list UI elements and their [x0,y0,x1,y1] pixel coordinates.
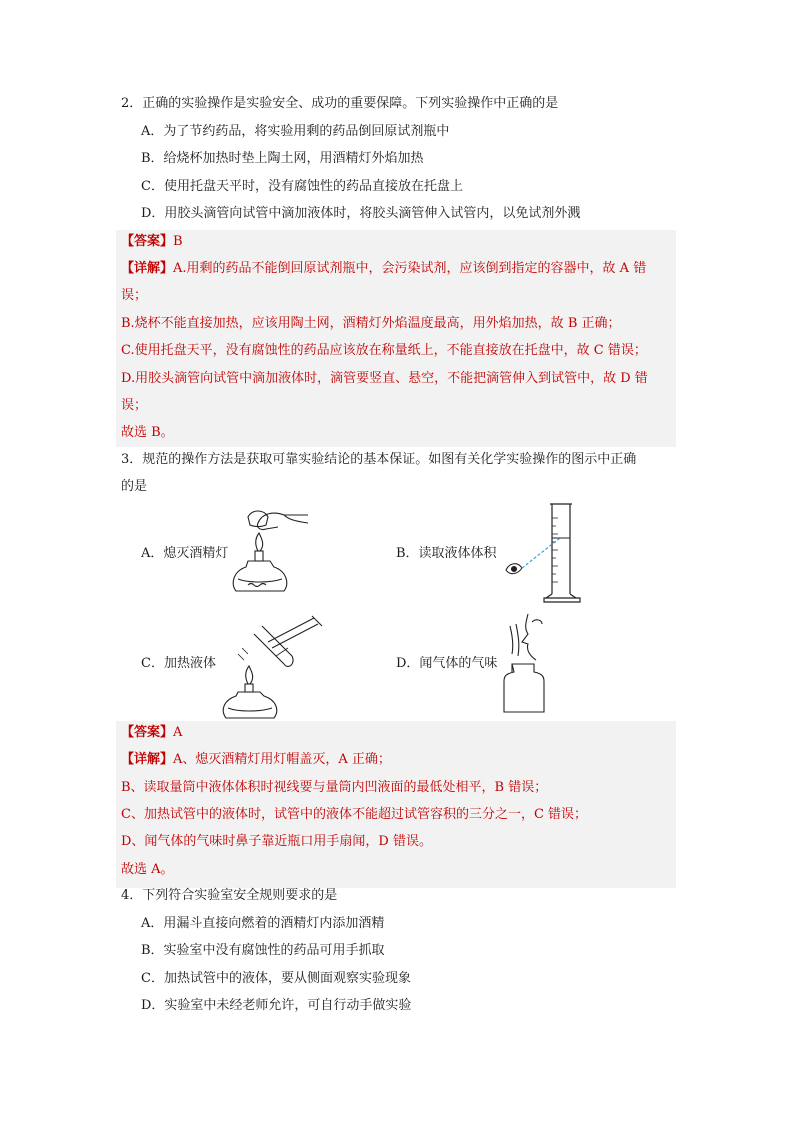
q2-answer-value: B [173,234,183,249]
q2-detail-line-6: 误； [121,398,148,413]
q3-detail-line-5: 故选 A。 [121,862,174,877]
q3-detail-line-3: C、加热试管中的液体时，试管中的液体不能超过试管容积的三分之一，C 错误； [121,807,588,822]
q2-detail-text-1: A.用剩的药品不能倒回原试剂瓶中，会污染试剂，应该倒到指定的容器中，故 A 错 [173,261,647,276]
q3-stem-line-2: 的是 [121,479,148,494]
q3-option-d: D．闻气体的气味 [396,656,498,671]
q3-detail-tag: 【详解】 [121,752,174,767]
q2-detail-line-1 [121,261,646,277]
q2-answer-tag: 【答案】 [121,234,174,249]
q3-detail-line-1 [121,752,391,768]
q3-detail-line-2: B、读取量筒中液体体积时视线要与量筒内凹液面的最低处相平，B 错误； [121,780,548,795]
q3-option-c: C．加热液体 [141,656,216,671]
q2-option-a: A．为了节约药品，将实验用剩的药品倒回原试剂瓶中 [141,124,450,139]
q3-answer-box [116,721,676,888]
q2-option-b: B．给烧杯加热时垫上陶土网，用酒精灯外焰加热 [141,151,424,166]
q2-detail-line-5: D.用胶头滴管向试管中滴加液体时，滴管要竖直、悬空，不能把滴管伸入到试管中，故 D 错 [121,371,648,386]
q2-detail-line-2: 误； [121,288,148,303]
q2-stem: 2．正确的实验操作是实验安全、成功的重要保障。下列实验操作中正确的是 [121,96,559,111]
q4-option-d: D．实验室中未经老师允许，可自行动手做实验 [141,998,412,1013]
q4-option-a: A．用漏斗直接向燃着的酒精灯内添加酒精 [141,916,385,931]
q3-answer-value: A [173,725,183,740]
alcohol-lamp-cap-figure [228,505,318,605]
q4-option-b: B．实验室中没有腐蚀性的药品可用手抓取 [141,943,385,958]
q2-option-d: D．用胶头滴管向试管中滴加液体时，将胶头滴管伸入试管内，以免试剂外溅 [141,206,581,221]
q3-stem-line-1: 3．规范的操作方法是获取可靠实验结论的基本保证。如图有关化学实验操作的图示中正确 [121,452,637,467]
q2-detail-line-3: B.烧杯不能直接加热，应该用陶土网，酒精灯外焰温度最高，用外焰加热，故 B 正确； [121,316,621,331]
graduated-cylinder-figure [500,498,590,606]
q3-detail-text-1: A、熄灭酒精灯用灯帽盖灭，A 正确； [173,752,391,767]
q2-option-c: C．使用托盘天平时，没有腐蚀性的药品直接放在托盘上 [141,179,463,194]
q3-option-b: B．读取液体体积 [396,546,497,561]
q2-detail-line-4: C.使用托盘天平，没有腐蚀性的药品应该放在称量纸上，不能直接放在托盘中，故 C 错误； [121,343,647,358]
heating-test-tube-figure [218,612,328,722]
smelling-gas-figure [498,608,558,718]
q3-detail-line-4: D、闻气体的气味时鼻子靠近瓶口用手扇闻，D 错误。 [121,834,432,849]
q3-option-a: A．熄灭酒精灯 [141,546,229,561]
q2-detail-line-7: 故选 B。 [121,425,174,440]
q3-answer-tag: 【答案】 [121,725,174,740]
q2-detail-tag: 【详解】 [121,261,174,276]
q4-option-c: C．加热试管中的液体，要从侧面观察实验现象 [141,971,411,986]
q4-stem: 4．下列符合实验室安全规则要求的是 [121,888,338,903]
q3-answer-line [121,725,182,741]
q2-answer-line [121,234,183,250]
